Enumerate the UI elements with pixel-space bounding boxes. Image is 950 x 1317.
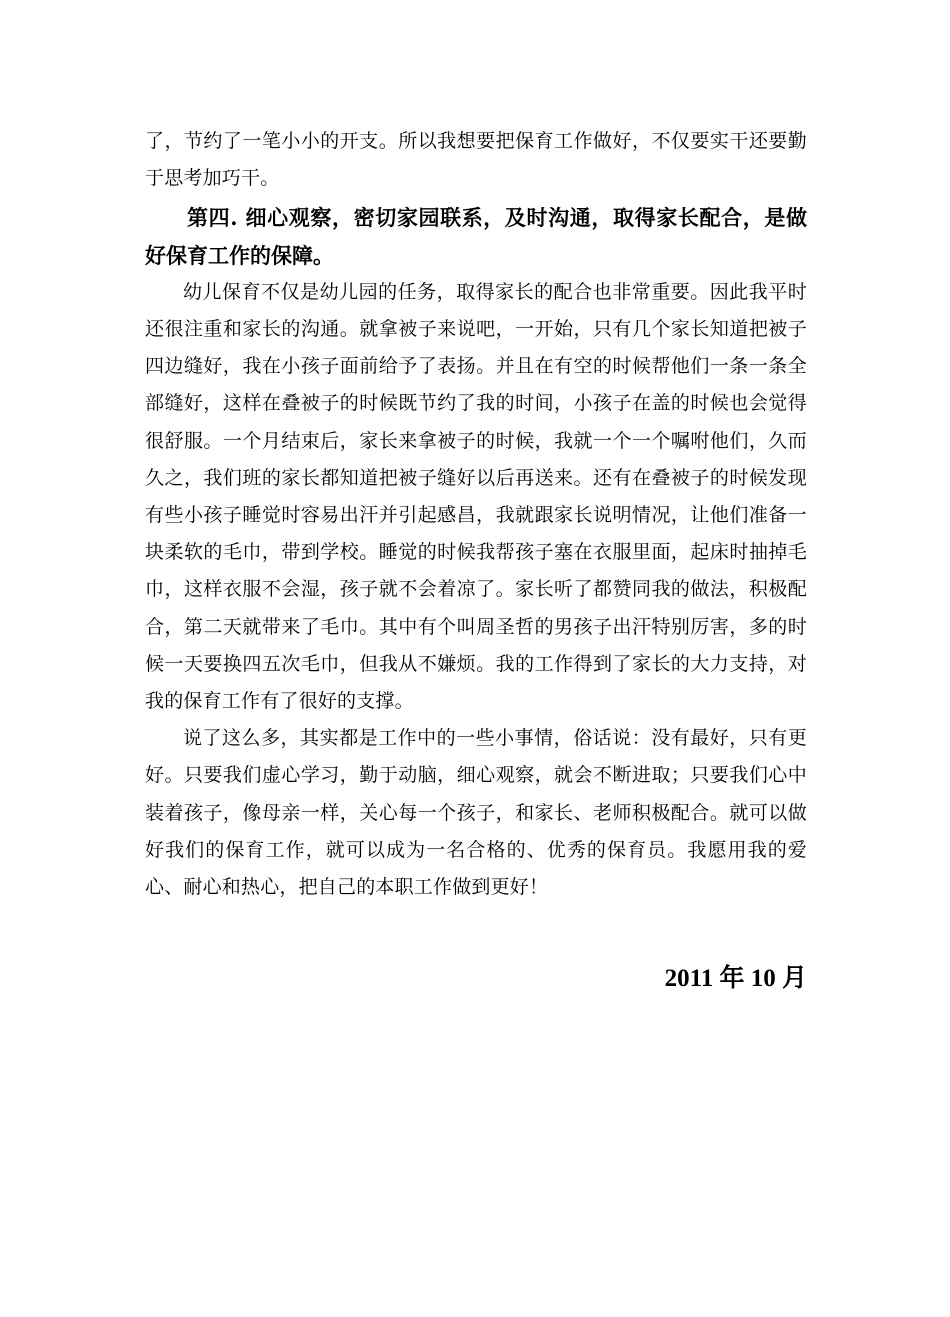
document-body <box>145 123 807 906</box>
document-date: 2011 年 10 月 <box>664 965 807 992</box>
section-heading-4: 第四. 细心观察，密切家园联系，及时沟通，取得家长配合，是做好保育工作的保障。 <box>145 205 807 268</box>
paragraph-continuation: 了，节约了一笔小小的开支。所以我想要把保育工作做好，不仅要实干还要勤于思考加巧干。 <box>145 130 807 190</box>
paragraph-conclusion: 说了这么多，其实都是工作中的一些小事情，俗话说：没有最好，只有更好。只要我们虚心学习，勤于动脑，细心观察，就会不断进取；只要我们心中装着孩子，像母亲一样，关心每一个孩子，和家长、老师积极配合。就可以做好我们的保育工作，就可以成为一名合格的、优秀的保育员。我愿用我的爱心、耐心和热心，把自己的本职工作做到更好！ <box>145 727 807 899</box>
paragraph-parent-communication: 幼儿保育不仅是幼儿园的任务，取得家长的配合也非常重要。因此我平时还很注重和家长的沟通。就拿被子来说吧，一开始，只有几个家长知道把被子四边缝好，我在小孩子面前给予了表扬。并且在有空的时候帮他们一条一条全部缝好，这样在叠被子的时候既节约了我的时间，小孩子在盖的时候也会觉得很舒服。一个月结束后，家长来拿被子的时候，我就一个一个嘱咐他们，久而久之，我们班的家长都知道把被子缝好以后再送来。还有在叠被子的时候发现有些小孩子睡觉时容易出汗并引起感昌，我就跟家长说明情况，让他们准备一块柔软的毛巾，带到学校。睡觉的时候我帮孩子塞在衣服里面，起床时抽掉毛巾，这样衣服不会湿，孩子就不会着凉了。家长听了都赞同我的做法，积极配合，第二天就带来了毛巾。其中有个叫周圣哲的男孩子出汗特别厉害，多的时候一天要换四五次毛巾，但我从不嫌烦。我的工作得到了家长的大力支持，对我的保育工作有了很好的支撑。 <box>145 280 807 713</box>
